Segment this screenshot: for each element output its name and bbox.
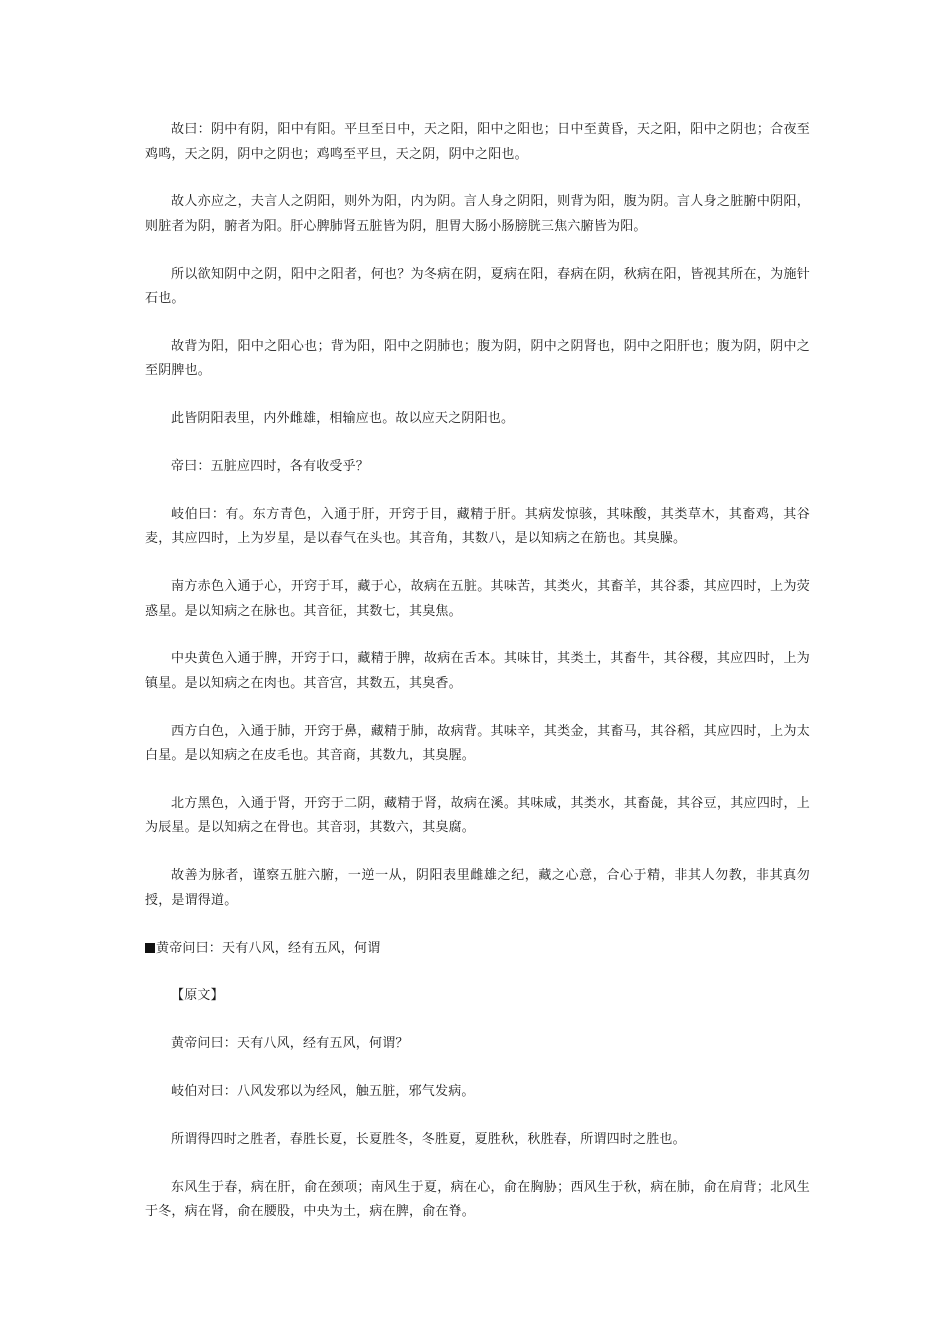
paragraph: 西方白色，入通于肺，开窍于鼻，藏精于肺，故病背。其味辛，其类金，其畜马，其谷稻，其应四时，上为太白星。是以知病之在皮毛也。其音商，其数九，其臭腥。 [145,723,810,764]
section-heading [145,937,810,962]
paragraph: 故曰：阴中有阴，阳中有阳。平旦至日中，天之阳，阳中之阳也；日中至黄昏，天之阳，阳中之阴也；合夜至鸡鸣，天之阴，阴中之阴也；鸡鸣至平旦，天之阴，阴中之阳也。 [145,122,810,162]
paragraph: 故善为脉者，谨察五脏六腑，一逆一从，阴阳表里雌雄之纪，藏之心意，合心于精，非其人勿教，非其真勿授，是谓得道。 [145,868,810,908]
paragraph: 此皆阴阳表里，内外雌雄，相输应也。故以应天之阴阳也。 [171,411,515,427]
original-text-label: 【原文】 [171,988,224,1004]
paragraph: 所以欲知阴中之阴，阳中之阳者，何也？为冬病在阴，夏病在阳，春病在阴，秋病在阳，皆视其所在，为施针石也。 [145,266,810,307]
paragraph: 所谓得四时之胜者，春胜长夏，长夏胜冬，冬胜夏，夏胜秋，秋胜春，所谓四时之胜也。 [171,1131,686,1147]
square-bullet-icon [145,943,155,953]
paragraph: 北方黑色，入通于肾，开窍于二阴，藏精于肾，故病在溪。其味咸，其类水，其畜彘，其谷豆，其应四时，上为辰星。是以知病之在骨也。其音羽，其数六，其臭腐。 [145,795,810,836]
section-heading-text: 黄帝问曰：天有八风，经有五风，何谓 [156,940,381,956]
document-page [145,118,810,1248]
paragraph: 南方赤色入通于心，开窍于耳，藏于心，故病在五脏。其味苦，其类火，其畜羊，其谷黍，其应四时，上为荧惑星。是以知病之在脉也。其音征，其数七，其臭焦。 [145,579,810,619]
paragraph: 岐伯对曰：八风发邪以为经风，触五脏，邪气发病。 [171,1083,475,1099]
paragraph: 故背为阳，阳中之阳心也；背为阳，阳中之阴肺也；腹为阴，阴中之阴肾也，阴中之阳肝也；腹为阴，阴中之至阴脾也。 [145,338,810,379]
paragraph: 黄帝问曰：天有八风，经有五风，何谓？ [171,1036,409,1052]
paragraph: 岐伯曰：有。东方青色，入通于肝，开窍于目，藏精于肝。其病发惊骇，其味酸，其类草木，其畜鸡，其谷麦，其应四时，上为岁星，是以春气在头也。其音角，其数八，是以知病之在筋也。其臭臊。 [145,506,810,547]
paragraph: 帝曰：五脏应四时，各有收受乎？ [171,458,370,474]
paragraph: 东风生于春，病在肝，俞在颈项；南风生于夏，病在心，俞在胸胁；西风生于秋，病在肺，俞在肩背；北风生于冬，病在肾，俞在腰股，中央为土，病在脾，俞在脊。 [145,1179,810,1220]
paragraph: 中央黄色入通于脾，开窍于口，藏精于脾，故病在舌本。其味甘，其类土，其畜牛，其谷稷，其应四时，上为镇星。是以知病之在肉也。其音宫，其数五，其臭香。 [145,651,810,691]
paragraph: 故人亦应之，夫言人之阴阳，则外为阳，内为阴。言人身之阴阳，则背为阳，腹为阴。言人身之脏腑中阴阳，则脏者为阴，腑者为阳。肝心脾肺肾五脏皆为阴，胆胃大肠小肠膀胱三焦六腑皆为阳。 [145,194,810,234]
